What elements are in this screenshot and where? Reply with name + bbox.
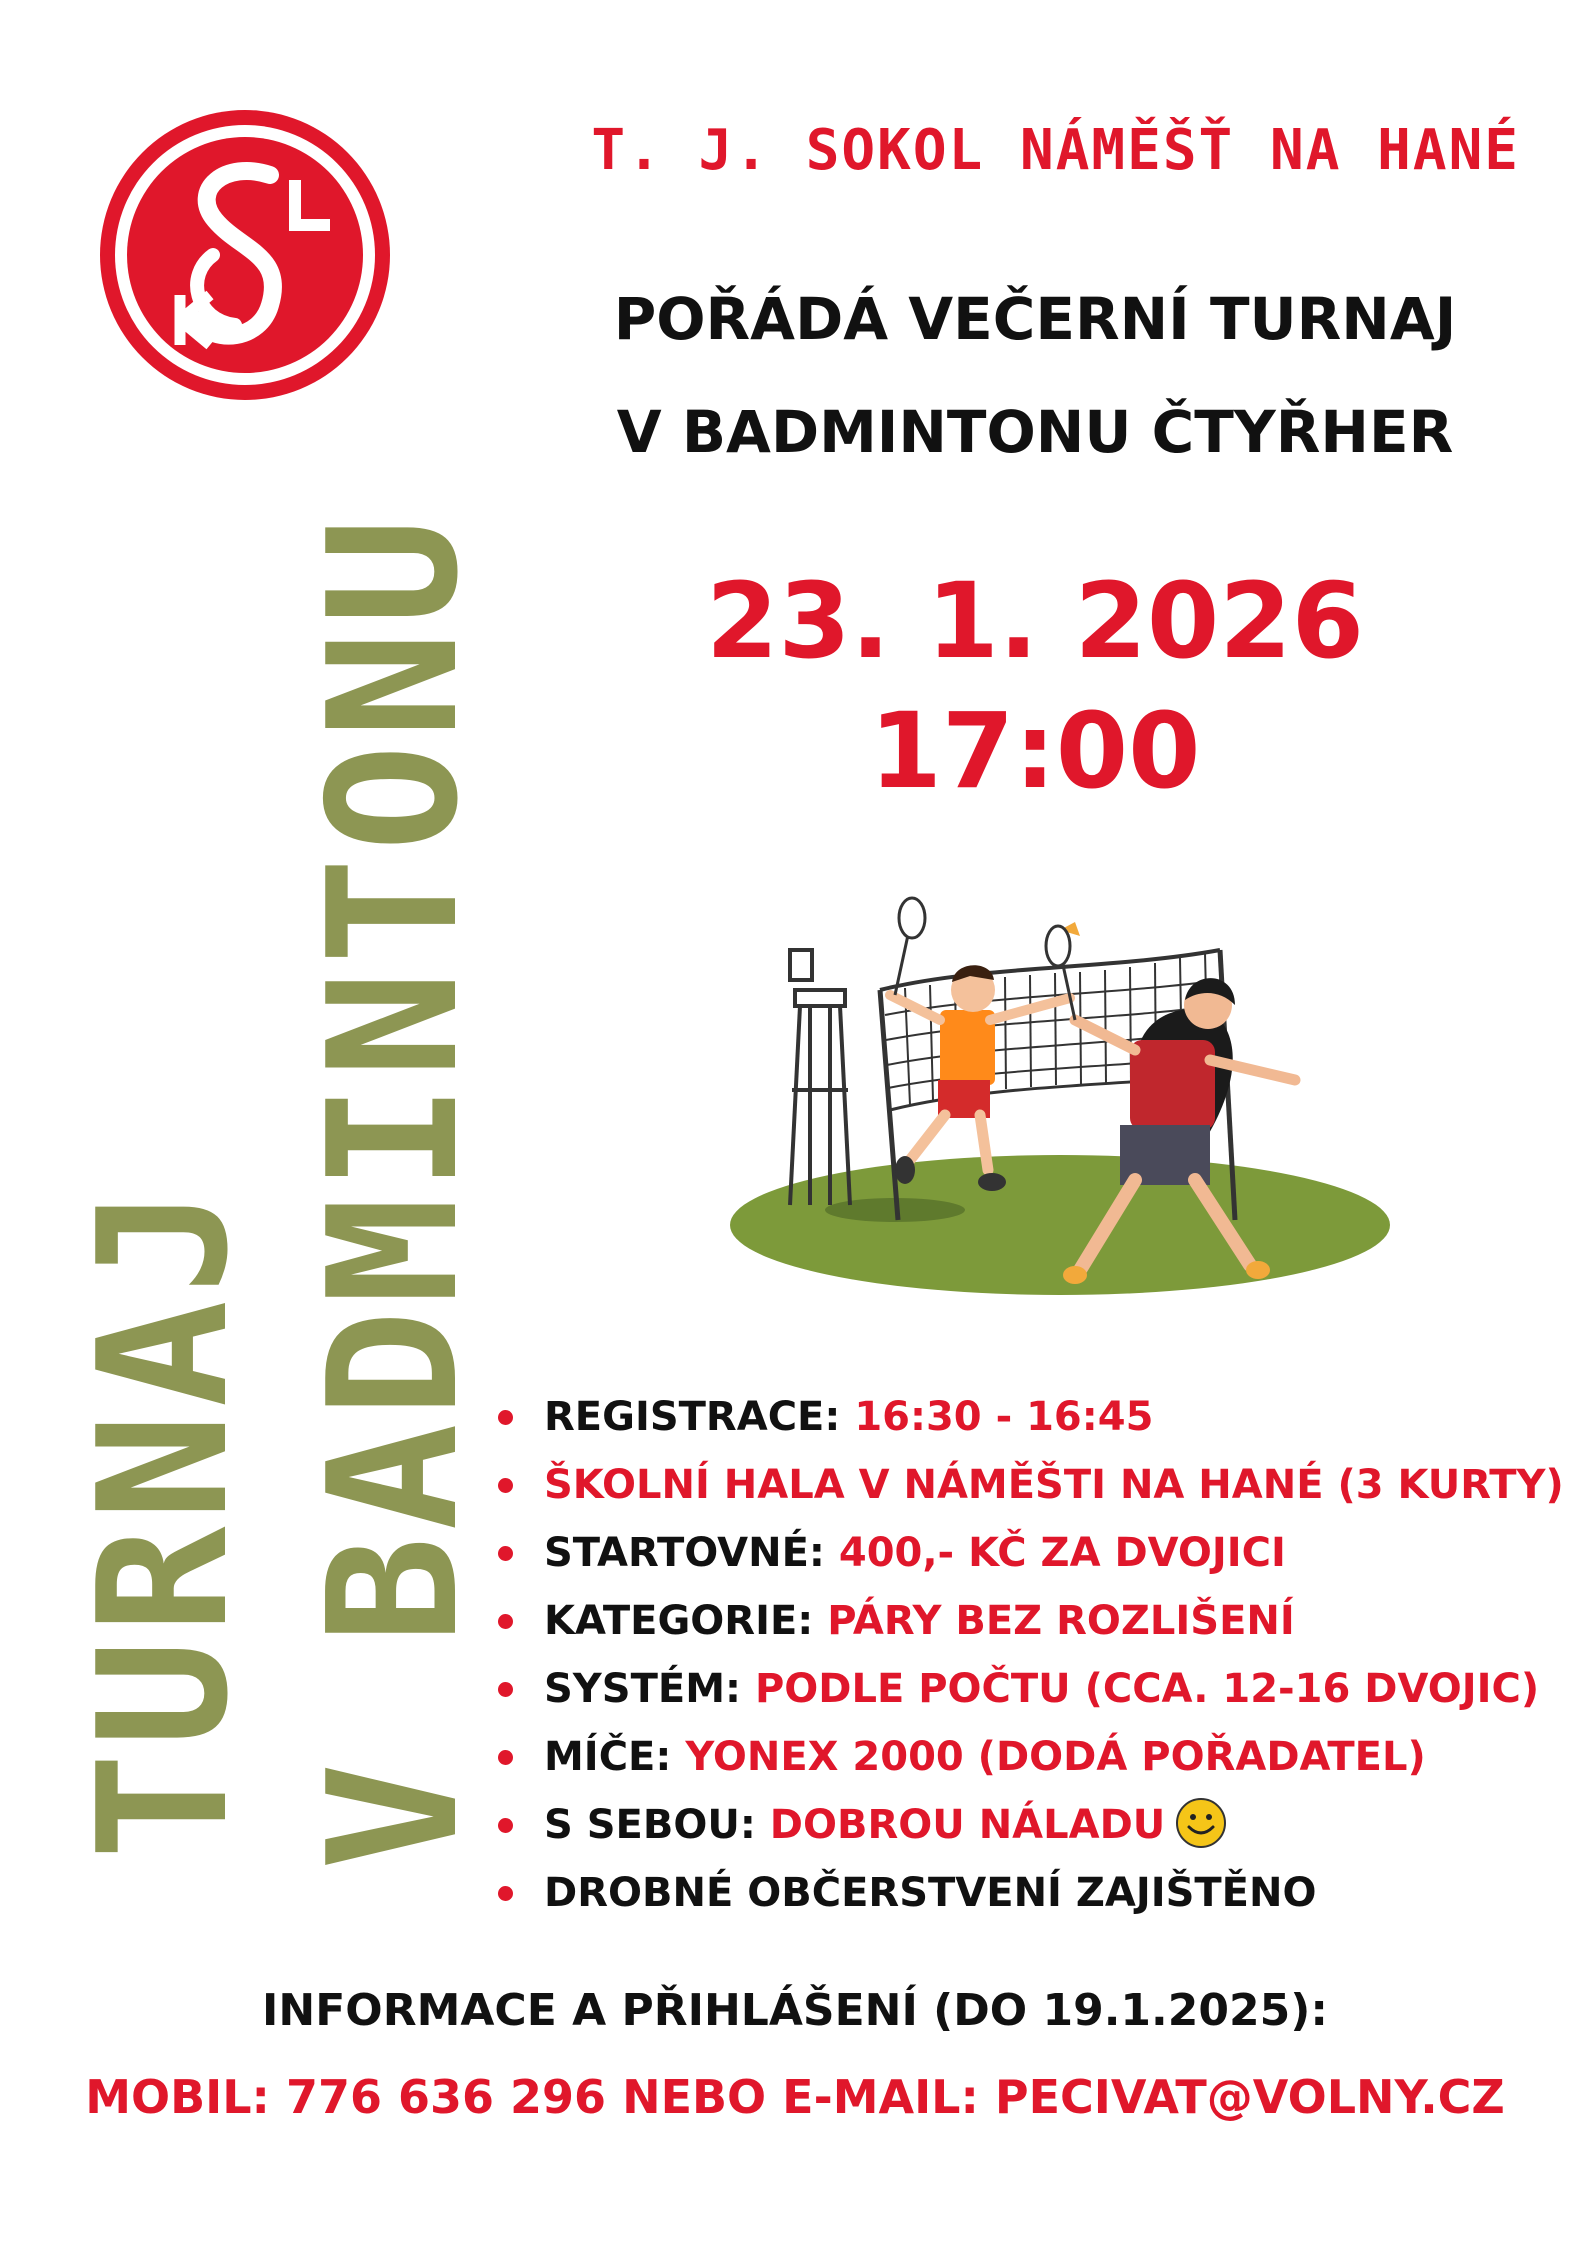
list-item bbox=[490, 1791, 1570, 1859]
detail-value: PODLE POČTU (CCA. 12-16 DVOJIC) bbox=[754, 1666, 1540, 1712]
contact-line: MOBIL: 776 636 296 NEBO E-MAIL: PECIVAT@VOLNY.CZ bbox=[85, 2070, 1505, 2124]
organizer-name: T. J. SOKOL NÁMĚŠŤ NA HANÉ bbox=[591, 118, 1520, 183]
detail-label: STARTOVNÉ: bbox=[544, 1530, 825, 1576]
detail-label: KATEGORIE: bbox=[544, 1598, 814, 1644]
list-item bbox=[490, 1451, 1570, 1519]
detail-label: SYSTÉM: bbox=[544, 1666, 741, 1712]
detail-value: 16:30 - 16:45 bbox=[854, 1394, 1154, 1440]
bullet-icon bbox=[498, 1682, 513, 1697]
headline-line-2: V BADMINTONU ČTYŘHER bbox=[616, 398, 1454, 466]
bullet-icon bbox=[498, 1750, 513, 1765]
bullet-icon bbox=[498, 1546, 513, 1561]
bullet-icon bbox=[498, 1614, 513, 1629]
info-line: INFORMACE A PŘIHLÁŠENÍ (DO 19.1.2025): bbox=[262, 1985, 1328, 2036]
sokol-logo-icon bbox=[95, 105, 395, 405]
list-item bbox=[490, 1655, 1570, 1723]
list-item bbox=[490, 1859, 1570, 1927]
detail-label: REGISTRACE: bbox=[544, 1394, 841, 1440]
list-item bbox=[490, 1587, 1570, 1655]
side-title-line-1: TURNAJ bbox=[60, 1181, 267, 1860]
smiley-icon bbox=[1175, 1797, 1227, 1849]
bullet-icon bbox=[498, 1818, 513, 1833]
detail-value: DOBROU NÁLADU bbox=[769, 1802, 1166, 1848]
headline-line-1: POŘÁDÁ VEČERNÍ TURNAJ bbox=[613, 285, 1457, 353]
details-list bbox=[490, 1383, 1570, 1927]
side-title-line-2: V BADMINTONU bbox=[290, 512, 497, 1870]
bullet-icon bbox=[498, 1478, 513, 1493]
detail-value: ŠKOLNÍ HALA V NÁMĚŠTI NA HANÉ (3 KURTY) bbox=[544, 1462, 1564, 1508]
detail-value: 400,- KČ ZA DVOJICI bbox=[838, 1530, 1286, 1576]
bullet-icon bbox=[498, 1410, 513, 1425]
detail-label: MÍČE: bbox=[544, 1734, 672, 1780]
detail-value: YONEX 2000 (DODÁ POŘADATEL) bbox=[685, 1734, 1426, 1780]
detail-label: DROBNÉ OBČERSTVENÍ ZAJIŠTĚNO bbox=[544, 1870, 1317, 1916]
event-time: 17:00 bbox=[869, 690, 1201, 812]
list-item bbox=[490, 1519, 1570, 1587]
detail-value: PÁRY BEZ ROZLIŠENÍ bbox=[827, 1598, 1295, 1644]
list-item bbox=[490, 1383, 1570, 1451]
bullet-icon bbox=[498, 1886, 513, 1901]
detail-label: S SEBOU: bbox=[544, 1802, 756, 1848]
badminton-players-illustration bbox=[730, 870, 1390, 1320]
list-item bbox=[490, 1723, 1570, 1791]
event-date: 23. 1. 2026 bbox=[706, 560, 1364, 682]
